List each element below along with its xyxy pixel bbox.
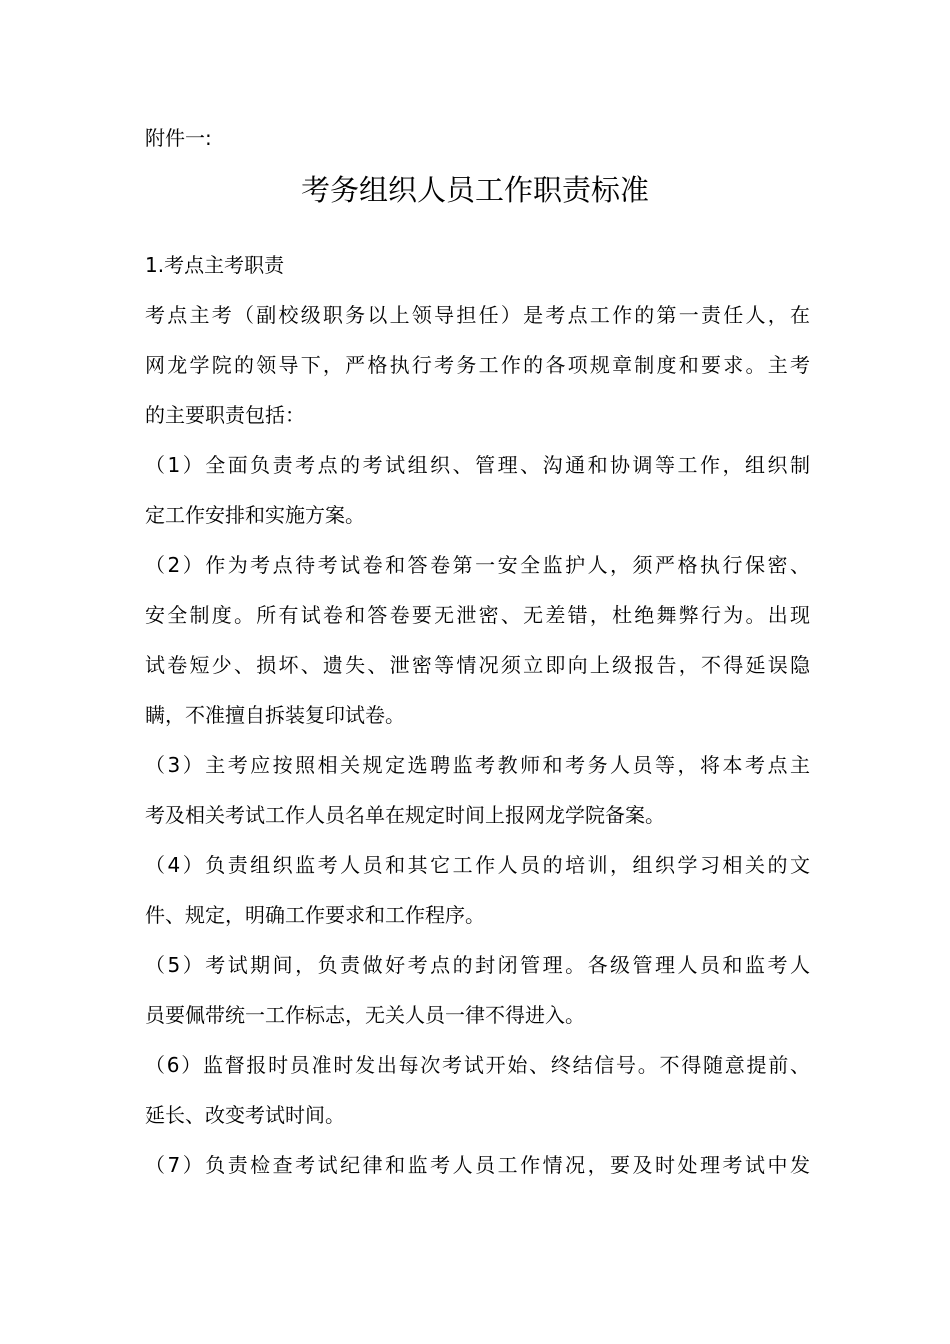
attachment-label: 附件一:: [145, 126, 212, 150]
paragraph-item-4: [145, 840, 810, 940]
text-line: 考点主考（副校级职务以上领导担任）是考点工作的第一责任人，在: [145, 303, 810, 327]
text-line: （1）全面负责考点的考试组织、管理、沟通和协调等工作，组织制: [145, 453, 810, 477]
paragraph-item-5: [145, 940, 810, 1040]
paragraph-item-7: [145, 1140, 810, 1190]
text-line: （5）考试期间，负责做好考点的封闭管理。各级管理人员和监考人: [145, 953, 810, 977]
text-line: 试卷短少、损坏、遗失、泄密等情况须立即向上级报告，不得延误隐: [145, 653, 810, 677]
text-line: 员要佩带统一工作标志，无关人员一律不得进入。: [145, 1003, 585, 1027]
paragraph-item-2: [145, 540, 810, 740]
document-body: [145, 240, 810, 1190]
text-line: 瞒，不准擅自拆装复印试卷。: [145, 703, 405, 727]
section-heading: 1.考点主考职责: [145, 253, 285, 277]
document-title: 考务组织人员工作职责标准: [300, 173, 649, 207]
text-line: 考及相关考试工作人员名单在规定时间上报网龙学院备案。: [145, 803, 665, 827]
text-line: 网龙学院的领导下，严格执行考务工作的各项规章制度和要求。主考: [145, 353, 810, 377]
paragraph-intro: [145, 290, 810, 440]
text-line: （7）负责检查考试纪律和监考人员工作情况，要及时处理考试中发: [145, 1153, 810, 1177]
text-line: 定工作安排和实施方案。: [145, 503, 365, 527]
text-line: （4）负责组织监考人员和其它工作人员的培训，组织学习相关的文: [145, 853, 810, 877]
text-line: 件、规定，明确工作要求和工作程序。: [145, 903, 485, 927]
paragraph-item-6: [145, 1040, 810, 1140]
paragraph-item-1: [145, 440, 810, 540]
text-line: （3）主考应按照相关规定选聘监考教师和考务人员等，将本考点主: [145, 753, 810, 777]
paragraph-item-3: [145, 740, 810, 840]
text-line: （2）作为考点待考试卷和答卷第一安全监护人，须严格执行保密、: [145, 553, 810, 577]
text-line: 延长、改变考试时间。: [145, 1103, 345, 1127]
text-line: 的主要职责包括：: [145, 403, 305, 427]
text-line: 安全制度。所有试卷和答卷要无泄密、无差错，杜绝舞弊行为。出现: [145, 603, 810, 627]
text-line: （6）监督报时员准时发出每次考试开始、终结信号。不得随意提前、: [145, 1053, 810, 1077]
